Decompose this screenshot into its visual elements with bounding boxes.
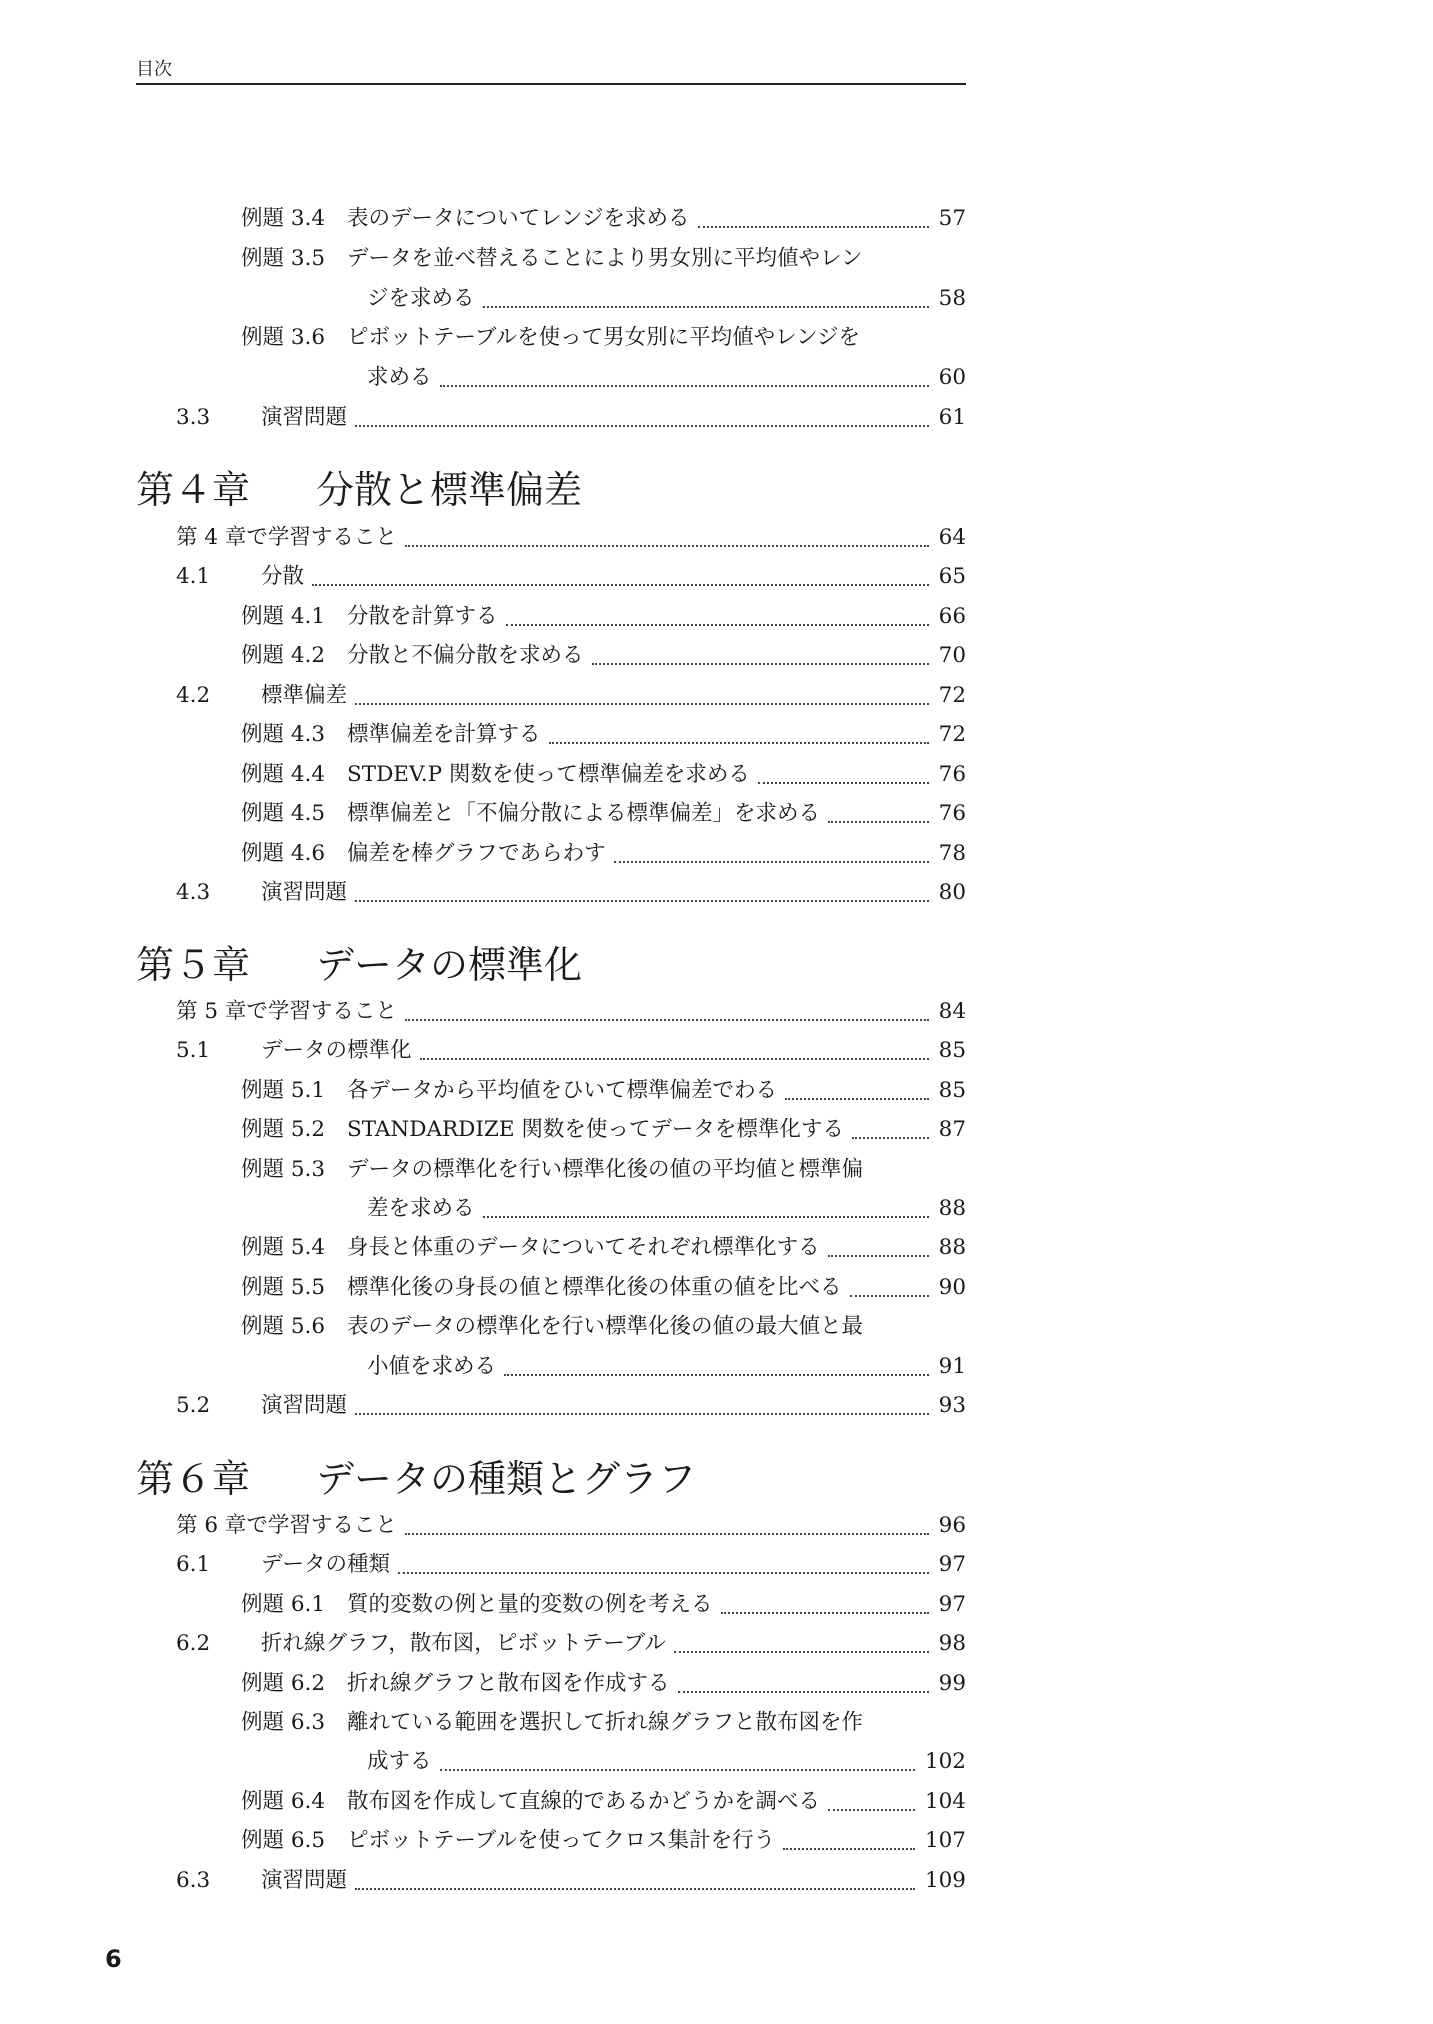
entry-title: データの標準化を行い標準化後の値の平均値と標準偏: [347, 1157, 864, 1182]
page-number: 6: [105, 1945, 122, 1973]
entry-title: 各データから平均値をひいて標準偏差でわる: [347, 1078, 778, 1103]
entry-title: 演習問題: [261, 1393, 348, 1418]
toc-entry[interactable]: [0, 359, 966, 397]
leader-dots: [678, 1691, 929, 1693]
chapter-heading: [136, 940, 582, 990]
entry-title: 第 4 章で学習すること: [176, 525, 397, 550]
entry-title: 折れ線グラフと散布図を作成する: [347, 1671, 670, 1696]
toc-entry[interactable]: [0, 795, 966, 833]
entry-number: 例題 4.5: [241, 801, 326, 826]
leader-dots: [405, 1533, 929, 1535]
toc-entry[interactable]: [0, 1507, 966, 1545]
entry-page-number: 78: [938, 841, 966, 866]
entry-page-number: 96: [938, 1513, 966, 1538]
entry-page-number: 98: [938, 1631, 966, 1656]
leader-dots: [355, 1413, 929, 1415]
leader-dots: [698, 226, 929, 228]
entry-page-number: 60: [938, 365, 966, 390]
toc-entry[interactable]: [0, 598, 966, 636]
entry-page-number: 107: [924, 1828, 966, 1853]
leader-dots: [783, 1848, 915, 1850]
leader-dots: [355, 425, 929, 427]
entry-number: 4.2: [176, 683, 211, 708]
toc-entry[interactable]: [0, 637, 966, 675]
entry-title: 偏差を棒グラフであらわす: [347, 841, 606, 866]
leader-dots: [828, 1809, 915, 1811]
toc-entry[interactable]: [0, 677, 966, 715]
chapter-number: 第６章: [136, 1457, 251, 1501]
toc-entry[interactable]: [0, 1862, 966, 1900]
leader-dots: [483, 306, 929, 308]
entry-title: データの標準化: [261, 1038, 412, 1063]
entry-number: 例題 5.4: [241, 1235, 326, 1260]
entry-title: 離れている範囲を選択して折れ線グラフと散布図を作: [347, 1710, 864, 1735]
leader-dots: [312, 584, 929, 586]
toc-entry[interactable]: [0, 240, 966, 278]
toc-entry[interactable]: [0, 835, 966, 873]
entry-title: 小値を求める: [367, 1354, 497, 1379]
leader-dots: [504, 1374, 929, 1376]
entry-title: データを並べ替えることにより男女別に平均値やレン: [347, 246, 863, 271]
entry-page-number: 99: [938, 1671, 966, 1696]
toc-entry[interactable]: [0, 519, 966, 557]
entry-title: 散布図を作成して直線的であるかどうかを調べる: [347, 1789, 821, 1814]
entry-title: 標準偏差: [261, 683, 348, 708]
entry-page-number: 85: [938, 1078, 966, 1103]
entry-title: 分散: [261, 564, 305, 589]
toc-entry[interactable]: [0, 1229, 966, 1267]
entry-number: 5.2: [176, 1393, 211, 1418]
chapter-number: 第４章: [136, 468, 251, 512]
toc-entry[interactable]: [0, 1072, 966, 1110]
entry-page-number: 66: [938, 604, 966, 629]
entry-number: 4.1: [176, 564, 211, 589]
entry-page-number: 91: [938, 1354, 966, 1379]
toc-entry[interactable]: [0, 1151, 966, 1189]
entry-title: ジを求める: [367, 286, 475, 311]
entry-number: 3.3: [176, 405, 211, 430]
entry-number: 例題 4.2: [241, 643, 326, 668]
leader-dots: [852, 1137, 929, 1139]
leader-dots: [440, 1769, 915, 1771]
chapter-title: データの種類とグラフ: [316, 1457, 697, 1501]
entry-page-number: 90: [938, 1275, 966, 1300]
leader-dots: [614, 861, 929, 863]
entry-number: 例題 6.2: [241, 1671, 326, 1696]
entry-title: 表のデータについてレンジを求める: [347, 206, 690, 231]
leader-dots: [405, 545, 929, 547]
leader-dots: [440, 385, 929, 387]
toc-entry[interactable]: [0, 1308, 966, 1346]
toc-entry[interactable]: [0, 1743, 966, 1781]
entry-page-number: 102: [924, 1749, 966, 1774]
entry-title: 分散と不偏分散を求める: [347, 643, 584, 668]
toc-entry[interactable]: [0, 399, 966, 437]
entry-page-number: 76: [938, 762, 966, 787]
toc-entry[interactable]: [0, 1032, 966, 1070]
entry-page-number: 97: [938, 1552, 966, 1577]
chapter-title: データの標準化: [316, 943, 583, 987]
toc-entry[interactable]: [0, 1387, 966, 1425]
toc-entry[interactable]: [0, 1586, 966, 1624]
toc-entry[interactable]: [0, 993, 966, 1031]
toc-entry[interactable]: [0, 1190, 966, 1228]
leader-dots: [355, 1888, 915, 1890]
leader-dots: [674, 1651, 929, 1653]
entry-number: 6.2: [176, 1631, 211, 1656]
chapter-title: 分散と標準偏差: [316, 468, 583, 512]
toc-entry[interactable]: [0, 1783, 966, 1821]
entry-title: 標準偏差と「不偏分散による標準偏差」を求める: [347, 801, 821, 826]
leader-dots: [405, 1019, 929, 1021]
chapter-heading: [136, 1454, 696, 1504]
entry-title: ピボットテーブルを使ってクロス集計を行う: [347, 1828, 776, 1853]
entry-page-number: 104: [924, 1789, 966, 1814]
entry-title: 差を求める: [367, 1196, 475, 1221]
leader-dots: [850, 1295, 929, 1297]
entry-title: 標準偏差を計算する: [347, 722, 541, 747]
entry-title: 求める: [367, 365, 432, 390]
entry-number: 例題 6.1: [241, 1592, 326, 1617]
entry-title: 演習問題: [261, 1868, 348, 1893]
header-label: 目次: [136, 59, 172, 80]
entry-page-number: 72: [938, 722, 966, 747]
entry-number: 例題 3.6: [241, 325, 326, 350]
entry-number: 5.1: [176, 1038, 211, 1063]
entry-page-number: 58: [938, 286, 966, 311]
leader-dots: [420, 1058, 929, 1060]
entry-number: 例題 4.1: [241, 604, 326, 629]
entry-number: 4.3: [176, 880, 211, 905]
toc-entry[interactable]: [0, 1269, 966, 1307]
leader-dots: [785, 1098, 929, 1100]
entry-title: 身長と体重のデータについてそれぞれ標準化する: [347, 1235, 820, 1260]
leader-dots: [355, 900, 929, 902]
entry-page-number: 57: [938, 206, 966, 231]
entry-page-number: 64: [938, 525, 966, 550]
entry-page-number: 76: [938, 801, 966, 826]
entry-number: 例題 3.4: [241, 206, 326, 231]
entry-number: 例題 5.1: [241, 1078, 326, 1103]
entry-number: 例題 4.6: [241, 841, 326, 866]
entry-page-number: 65: [938, 564, 966, 589]
entry-title: データの種類: [261, 1552, 391, 1577]
toc-entry[interactable]: [0, 1111, 966, 1149]
entry-page-number: 97: [938, 1592, 966, 1617]
toc-entry[interactable]: [0, 558, 966, 596]
entry-title: 質的変数の例と量的変数の例を考える: [347, 1592, 713, 1617]
entry-number: 6.1: [176, 1552, 211, 1577]
toc-entry[interactable]: [0, 280, 966, 318]
leader-dots: [398, 1572, 929, 1574]
entry-title: 標準化後の身長の値と標準化後の体重の値を比べる: [347, 1275, 842, 1300]
chapter-heading: [136, 465, 582, 515]
leader-dots: [355, 703, 929, 705]
entry-page-number: 88: [938, 1235, 966, 1260]
entry-title: 分散を計算する: [347, 604, 498, 629]
toc-entry[interactable]: [0, 1822, 966, 1860]
leader-dots: [592, 663, 929, 665]
entry-page-number: 93: [938, 1393, 966, 1418]
entry-number: 例題 5.3: [241, 1157, 326, 1182]
toc-entry[interactable]: [0, 1625, 966, 1663]
leader-dots: [721, 1612, 929, 1614]
entry-number: 例題 6.5: [241, 1828, 326, 1853]
entry-title: 第 5 章で学習すること: [176, 999, 397, 1024]
entry-page-number: 80: [938, 880, 966, 905]
toc-entry[interactable]: [0, 756, 966, 794]
entry-title: 第 6 章で学習すること: [176, 1513, 397, 1538]
entry-number: 例題 3.5: [241, 246, 326, 271]
chapter-number: 第５章: [136, 943, 251, 987]
entry-title: STDEV.P 関数を使って標準偏差を求める: [347, 762, 750, 787]
leader-dots: [828, 821, 929, 823]
entry-title: STANDARDIZE 関数を使ってデータを標準化する: [347, 1117, 844, 1142]
entry-number: 例題 6.3: [241, 1710, 326, 1735]
entry-number: 例題 5.5: [241, 1275, 326, 1300]
toc-entry[interactable]: [0, 1665, 966, 1703]
leader-dots: [828, 1255, 929, 1257]
entry-page-number: 87: [938, 1117, 966, 1142]
toc-entry[interactable]: [0, 1348, 966, 1386]
leader-dots: [758, 782, 929, 784]
entry-number: 例題 4.3: [241, 722, 326, 747]
entry-page-number: 88: [938, 1196, 966, 1221]
toc-entry[interactable]: [0, 1704, 966, 1742]
entry-title: 演習問題: [261, 880, 348, 905]
entry-page-number: 85: [938, 1038, 966, 1063]
entry-title: 折れ線グラフ，散布図，ピボットテーブル: [261, 1631, 666, 1656]
entry-title: ピボットテーブルを使って男女別に平均値やレンジを: [347, 325, 860, 350]
entry-title: 成する: [367, 1749, 432, 1774]
toc-entry[interactable]: [0, 874, 966, 912]
leader-dots: [549, 742, 929, 744]
entry-page-number: 84: [938, 999, 966, 1024]
toc-entry[interactable]: [0, 319, 966, 357]
entry-page-number: 72: [938, 683, 966, 708]
entry-page-number: 109: [924, 1868, 966, 1893]
entry-number: 例題 5.2: [241, 1117, 326, 1142]
entry-page-number: 61: [938, 405, 966, 430]
entry-number: 例題 6.4: [241, 1789, 326, 1814]
toc-entry[interactable]: [0, 1546, 966, 1584]
toc-entry[interactable]: [0, 200, 966, 238]
entry-title: 表のデータの標準化を行い標準化後の値の最大値と最: [347, 1314, 864, 1339]
entry-page-number: 70: [938, 643, 966, 668]
leader-dots: [483, 1216, 929, 1218]
entry-number: 例題 5.6: [241, 1314, 326, 1339]
entry-number: 6.3: [176, 1868, 211, 1893]
entry-title: 演習問題: [261, 405, 348, 430]
entry-number: 例題 4.4: [241, 762, 326, 787]
toc-entry[interactable]: [0, 716, 966, 754]
leader-dots: [506, 624, 929, 626]
header-rule: [136, 83, 966, 85]
